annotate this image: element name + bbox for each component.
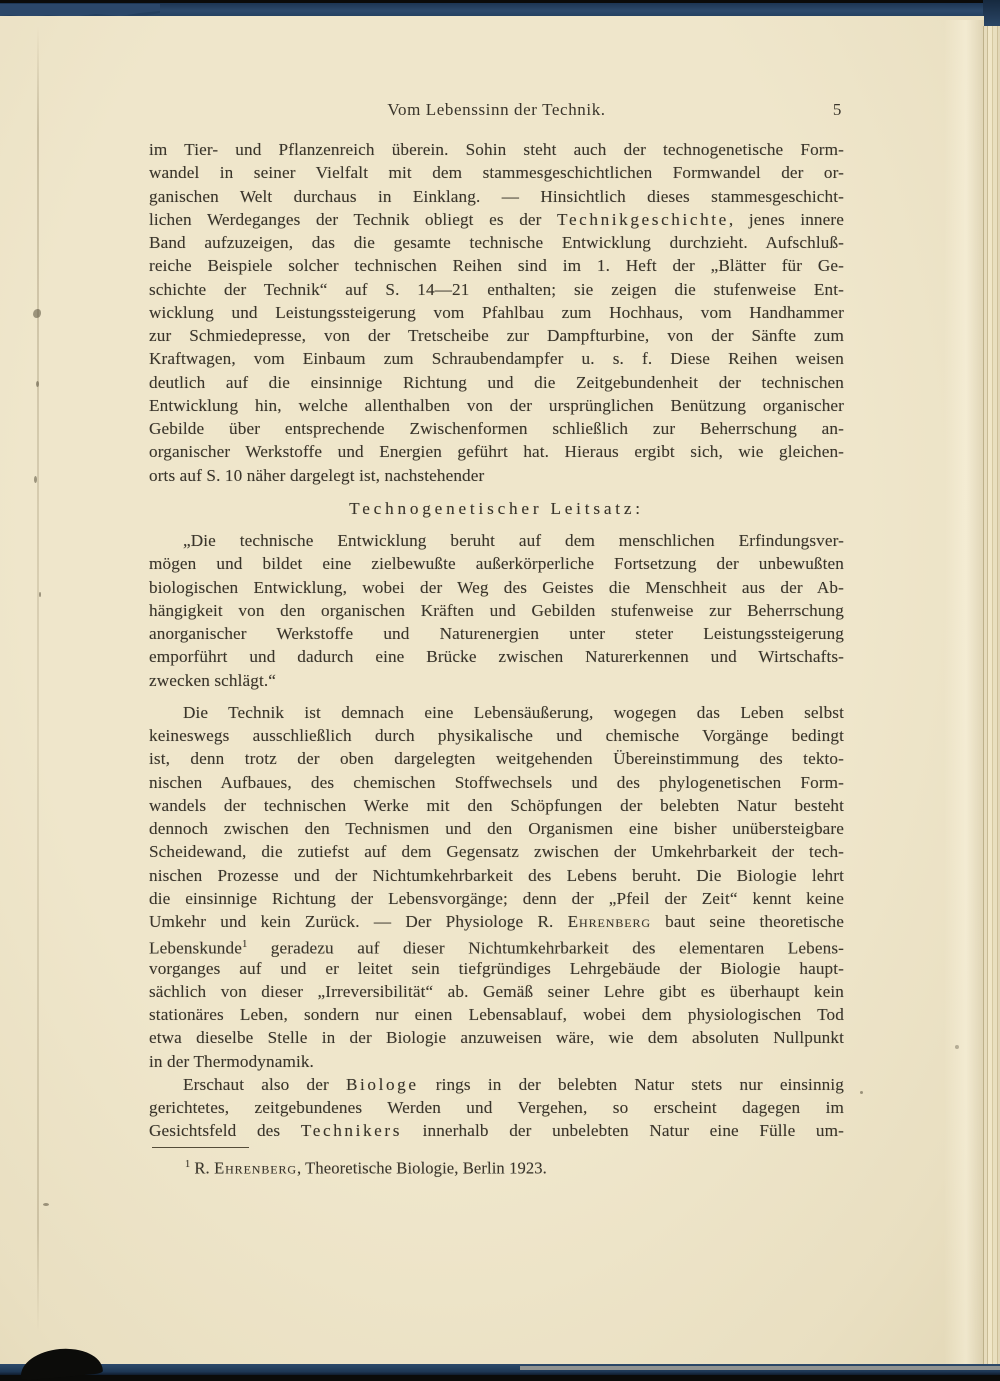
paragraph [149,529,844,692]
text-line: im Tier- und Pflanzenreich überein. Sohin steht auch der technogenetische Form- [149,140,844,159]
running-title: Vom Lebenssinn der Technik. [387,100,606,119]
paragraph [149,138,844,487]
text-line: „Die technische Entwicklung beruht auf dem menschlichen Erfindungsver- [183,531,844,550]
text-line: Gesichtsfeld des Technikers innerhalb der unbelebten Natur eine Fülle um- [149,1121,844,1141]
text-line: schichte der Technik“ auf S. 14—21 enthalten; sie zeigen die stufenweise Ent- [149,279,844,299]
page-speck [860,1091,863,1094]
text-line: mögen und bildet eine zielbewußte außerkörperliche Fortsetzung der unbewußten [149,554,844,574]
text-line: Entwicklung hin, welche allenthalben von der ursprünglichen Benützung organischer [149,395,844,415]
text-line: nischen Aufbaues, des chemischen Stoffwechsels und des phylogenetischen Form- [149,772,844,792]
text-line: Umkehr und kein Zurück. — Der Physiologe R. Ehrenberg baut seine theoretische [149,912,844,931]
text-line: ganischen Welt durchaus in Einklang. — Hinsichtlich dieses stammesgeschicht- [149,186,844,206]
page-speck [36,381,39,387]
page-edge-stack [984,26,1000,1367]
paragraph [149,701,844,1073]
text-line: Band aufzuzeigen, das die gesamte technische Entwicklung durchzieht. Aufschluß- [149,233,844,252]
page-speck [39,592,41,597]
page-number: 5 [832,100,842,119]
footnote-rule [152,1147,249,1148]
text-line: vorganges auf und er leitet sein tiefgründiges Lehrgebäude der Biologie haupt- [149,958,844,978]
text-column [149,138,844,1179]
text-line: in der Thermodynamik. [149,1051,314,1071]
text-line: Kraftwagen, vom Einbaum zum Schraubendampfer u. s. f. Diese Reihen weisen [149,349,844,369]
text-line: sächlich von dieser „Irreversibilität“ ab. Gemäß seiner Lehre gibt es überhaupt kein [149,981,844,1001]
text-line: etwa dieselbe Stelle in der Biologie anzuweisen wäre, wie dem absoluten Nullpunkt [149,1028,844,1048]
page [0,16,984,1365]
section-heading: Technogenetischer Leitsatz: [349,498,644,518]
page-speck [955,1045,959,1049]
text-line: Die Technik ist demnach eine Lebensäußerung, wogegen das Leben selbst [183,702,844,722]
paragraph [149,1073,844,1143]
text-line: reiche Beispiele solcher technischen Reihen sind im 1. Heft der „Blätter für Ge- [149,256,844,276]
text-line: organischer Werkstoffe und Energien geführt hat. Hieraus ergibt sich, wie gleichen- [149,442,844,462]
text-line: zwecken schlägt.“ [149,670,277,690]
text-line: orts auf S. 10 näher dargelegt ist, nachstehender [149,465,485,485]
text-line: lichen Werdeganges der Technik obliegt es der Technikgeschichte, jenes innere [149,209,844,229]
text-line: nischen Prozesse und der Nichtumkehrbarkeit des Lebens beruht. Die Biologie lehrt [149,865,844,885]
text-line: die einsinnige Richtung der Lebensvorgänge; denn der „Pfeil der Zeit“ kennt keine [149,888,844,908]
running-header [149,100,844,124]
footnote: $^1$ R. Ehrenberg, Theoretische Biologie, Berlin 1923. [185,1158,547,1178]
text-line: Lebenskunde$^1$ geradezu auf dieser Nichtumkehrbarkeit des elementaren Lebens- [149,938,844,958]
text-line: ist, denn trotz der oben dargelegten weitgehenden Übereinstimmung des tekto- [149,749,844,769]
text-line: zur Schmiedepresse, von der Tretscheibe zur Dampfturbine, von der Sänfte zum [149,326,844,345]
text-line: biologischen Entwicklung, wobei der Weg des Geistes die Menschheit aus der Ab- [149,577,844,597]
text-line: dennoch zwischen den Technismen und den Organismen eine bisher unübersteigbare [149,819,844,838]
text-line: Erschaut also der Biologe rings in der belebten Natur stets nur einsinnig [183,1074,844,1094]
text-line: keineswegs ausschließlich durch physikalische und chemische Vorgänge bedingt [149,726,844,745]
page-content [149,138,844,1143]
text-line: wandels der technischen Werke mit den Schöpfungen der belebten Natur besteht [149,795,844,815]
text-line: anorganischer Werkstoffe und Naturenergien unter steter Leistungssteigerung [149,624,844,643]
text-line: Scheidewand, die zutiefst auf dem Gegensatz zwischen der Umkehrbarkeit der tech- [149,842,844,862]
text-line: gerichtetes, zeitgebundenes Werden und Vergehen, so erscheint dagegen im [149,1098,844,1117]
text-line: stationäres Leben, sondern nur einen Lebensablauf, wobei dem physiologischen Tod [149,1005,844,1024]
text-line: emporführt und dadurch eine Brücke zwischen Naturerkennen und Wirtschafts- [149,647,844,667]
text-line: wicklung und Leistungssteigerung vom Pfahlbau zum Hochhaus, vom Handhammer [149,302,844,322]
text-line: Gebilde über entsprechende Zwischenformen schließlich zur Beherrschung an- [149,419,844,438]
text-line: deutlich auf die einsinnige Richtung und die Zeitgebundenheit der technischen [149,372,844,392]
text-line: wandel in seiner Vielfalt mit dem stammesgeschichtlichen Formwandel der or- [149,163,844,183]
book-bottom-edge-highlight [520,1366,1000,1370]
page-speck [34,476,37,483]
page-speck [43,1203,49,1206]
text-line: hängigkeit von den organischen Kräften und Gebilden stufenweise zur Beherrschung [149,600,844,620]
